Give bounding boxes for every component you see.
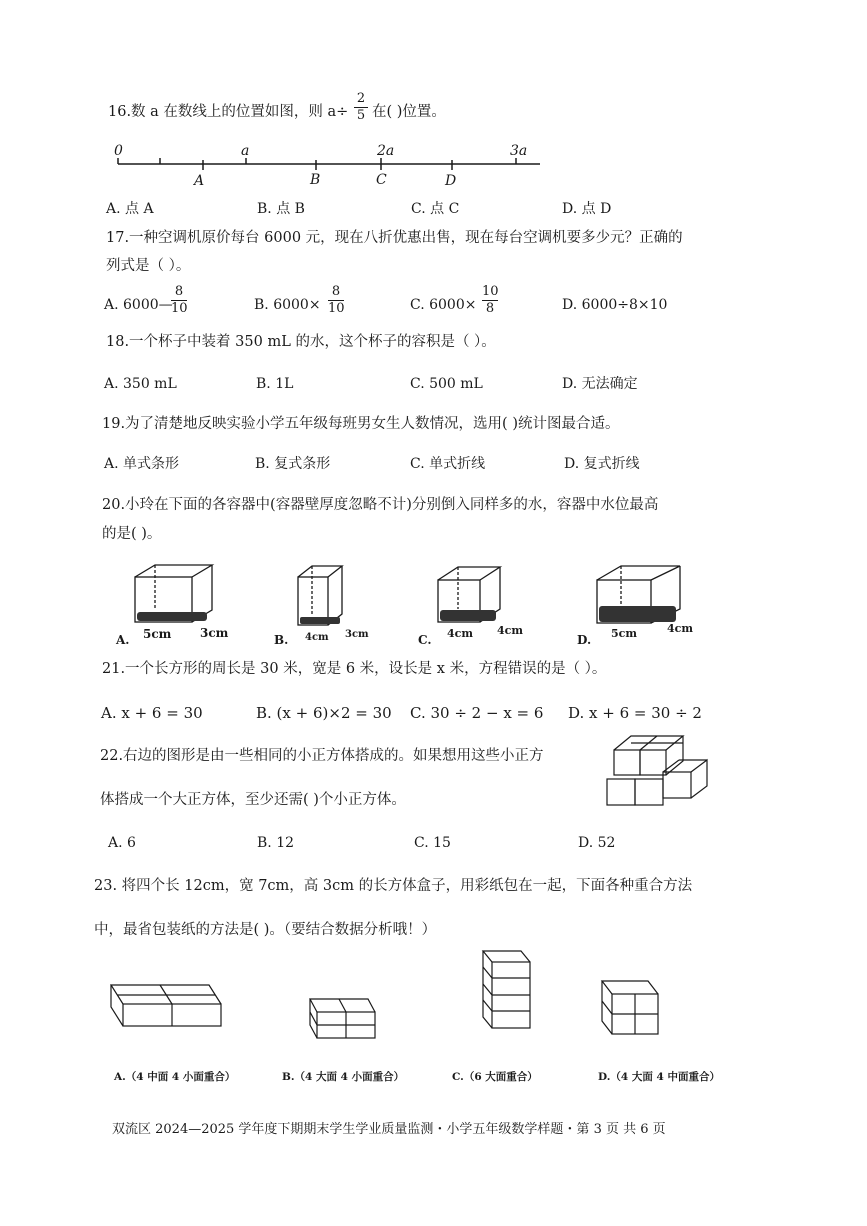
page-footer: 双流区 2024—2025 学年度下期期末学生学业质量监测・小学五年级数学样题・第 3 页 共 6 页 — [112, 1122, 666, 1137]
q16-option-b[interactable]: B. 点 B — [257, 201, 305, 217]
q23-caption-d[interactable]: D.（4 大面 4 中面重合） — [598, 1071, 720, 1083]
numline-label-2a: 2a — [377, 143, 395, 159]
q20-b-width: 4cm — [305, 632, 329, 643]
numline-point-d: D — [445, 173, 457, 189]
q17-b-den: 10 — [328, 301, 345, 316]
q20-d-depth: 4cm — [667, 622, 693, 635]
numline-point-c: C — [376, 172, 387, 188]
q22-option-c[interactable]: C. 15 — [414, 835, 451, 851]
q16-frac-den: 5 — [356, 108, 366, 123]
q20-line1: 20.小玲在下面的各容器中(容器壁厚度忽略不计)分别倒入同样多的水，容器中水位最高 — [102, 497, 659, 513]
q20-d-width: 5cm — [611, 627, 637, 640]
q21-option-b[interactable]: B. (x + 6)×2 = 30 — [256, 704, 392, 722]
q23-caption-a[interactable]: A.（4 中面 4 小面重合） — [114, 1071, 236, 1083]
q20-c-width: 4cm — [447, 627, 473, 640]
q23-caption-b[interactable]: B.（4 大面 4 小面重合） — [282, 1071, 405, 1083]
q22-line2: 体搭成一个大正方体，至少还需( )个小正方体。 — [100, 792, 406, 808]
q23-line1: 23. 将四个长 12cm，宽 7cm，高 3cm 的长方体盒子，用彩纸包在一起，下面各种重合方法 — [94, 878, 693, 894]
q22-option-d[interactable]: D. 52 — [578, 835, 616, 851]
q20-letter-c[interactable]: C. — [418, 633, 432, 647]
q20-a-width: 5cm — [143, 627, 172, 641]
q19-option-d[interactable]: D. 复式折线 — [564, 456, 640, 472]
q17-option-b[interactable]: B. 6000× — [254, 297, 321, 313]
q18-option-c[interactable]: C. 500 mL — [410, 376, 483, 392]
q17-line1: 17.一种空调机原价每台 6000 元，现在八折优惠出售，现在每台空调机要多少元？正确的 — [106, 230, 683, 246]
q19-text: 19.为了清楚地反映实验小学五年级每班男女生人数情况，选用( )统计图最合适。 — [102, 416, 620, 432]
q17-line2: 列式是（ ）。 — [106, 258, 191, 274]
q19-option-a[interactable]: A. 单式条形 — [104, 456, 180, 472]
q19-option-b[interactable]: B. 复式条形 — [255, 456, 331, 472]
q20-b-depth: 3cm — [345, 629, 369, 640]
numline-point-a: A — [194, 173, 205, 189]
q20-letter-a[interactable]: A. — [116, 633, 130, 647]
q17-a-num: 8 — [174, 284, 184, 299]
q17-option-a[interactable]: A. 6000— — [104, 297, 173, 313]
q18-text: 18.一个杯子中装着 350 mL 的水，这个杯子的容积是（ ）。 — [106, 334, 496, 350]
q21-option-c[interactable]: C. 30 ÷ 2 − x = 6 — [410, 704, 544, 722]
q16-text-a: 16.数 a 在数线上的位置如图，则 a÷ — [108, 104, 349, 120]
q21-option-d[interactable]: D. x + 6 = 30 ÷ 2 — [568, 704, 702, 722]
q18-option-b[interactable]: B. 1L — [256, 376, 294, 392]
q18-option-a[interactable]: A. 350 mL — [104, 376, 177, 392]
q19-option-c[interactable]: C. 单式折线 — [410, 456, 486, 472]
numline-label-a: a — [241, 143, 250, 159]
q20-c-depth: 4cm — [497, 624, 523, 637]
q18-option-d[interactable]: D. 无法确定 — [562, 376, 638, 392]
q21-option-a[interactable]: A. x + 6 = 30 — [101, 704, 203, 722]
q20-letter-d[interactable]: D. — [577, 633, 592, 647]
numline-point-b: B — [310, 172, 321, 188]
q16-option-c[interactable]: C. 点 C — [411, 201, 460, 217]
numline-label-3a: 3a — [510, 143, 528, 159]
q17-c-den: 8 — [485, 301, 495, 316]
q16-text-b: 在( )位置。 — [372, 104, 446, 120]
q22-line1: 22.右边的图形是由一些相同的小正方体搭成的。如果想用这些小正方 — [100, 748, 544, 764]
q16-option-a[interactable]: A. 点 A — [106, 201, 154, 217]
q22-option-a[interactable]: A. 6 — [108, 835, 136, 851]
q21-text: 21.一个长方形的周长是 30 米，宽是 6 米，设长是 x 米，方程错误的是（ ）。 — [102, 661, 607, 677]
q17-c-num: 10 — [482, 284, 499, 299]
q23-caption-c[interactable]: C.（6 大面重合） — [452, 1071, 538, 1083]
q16-frac-num: 2 — [356, 91, 366, 106]
q17-a-den: 10 — [171, 301, 188, 316]
q23-line2: 中，最省包装纸的方法是( )。（要结合数据分析哦！） — [94, 922, 437, 938]
q20-letter-b[interactable]: B. — [274, 633, 289, 647]
q17-option-c[interactable]: C. 6000× — [410, 297, 477, 313]
q20-line2: 的是( )。 — [102, 526, 162, 542]
q17-b-num: 8 — [331, 284, 341, 299]
q20-a-depth: 3cm — [200, 626, 229, 640]
q16-option-d[interactable]: D. 点 D — [562, 201, 612, 217]
numline-label-0: 0 — [114, 143, 123, 159]
q17-option-d[interactable]: D. 6000÷8×10 — [562, 297, 668, 313]
q22-option-b[interactable]: B. 12 — [257, 835, 295, 851]
